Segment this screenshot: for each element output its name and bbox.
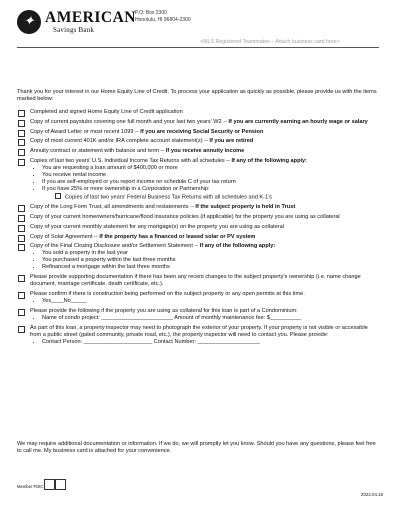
item-text: Copy of Award Letter or most recent 1099 --	[30, 128, 141, 135]
item-text: Completed and signed Home Equity Line of Credit application	[30, 109, 183, 115]
bullet-item: • If you are self-employed or you report income on schedule C of your tax return	[42, 179, 379, 186]
item-condition: If you are retired	[209, 138, 254, 145]
logo-subtitle: Savings Bank	[53, 26, 95, 34]
bullet-item: • Contact Person: ______________________ Contact Number: ____________________	[42, 339, 379, 346]
bullet-item: • You sold a property in the last year	[42, 250, 379, 257]
intro-paragraph: Thank you for your interest in our Home Equity Line of Credit. To process your application as quickly as possible, please provide us with the items marked below:	[17, 89, 377, 102]
item-text: Please provide the following if the property you are using as collateral for this loan is part of a Condominium:	[30, 307, 298, 314]
item-condition: If the subject property is held in Trust	[195, 204, 296, 211]
address-line-2: Honolulu, HI 96804-2300	[135, 16, 191, 23]
bullet-list	[30, 250, 379, 271]
checklist-item	[17, 325, 379, 346]
checklist-item	[17, 109, 379, 116]
checklist-item	[17, 308, 379, 322]
item-condition: If any of the following apply:	[199, 243, 276, 250]
checkbox[interactable]	[18, 244, 25, 251]
bullet-list	[30, 165, 379, 193]
checklist-item	[17, 148, 379, 155]
checklist-item	[17, 129, 379, 136]
checklist-item	[17, 158, 379, 202]
item-condition: If you are currently earning an hourly wage or salary	[228, 118, 368, 125]
equal-housing-lender-icon	[44, 479, 55, 490]
checkbox[interactable]	[18, 110, 25, 117]
checkbox[interactable]	[18, 205, 25, 212]
bullet-item: • If you have 25% or more ownership in a Corporation or Partnership:	[42, 186, 379, 193]
checklist-item	[17, 243, 379, 271]
checkbox[interactable]	[18, 159, 25, 166]
sub-item-text: Copies of last two years' Federal Business Tax Returns with all schedules and K-1's	[65, 194, 272, 201]
checkbox[interactable]	[18, 120, 25, 127]
bullet-item: • Refinanced a mortgage within the last three months	[42, 264, 379, 271]
closing-paragraph: We may require additional documentation or information. If we do, we will promptly let you know. Should you have any questions, please feel free to call me. My business card is attached for your convenience.	[17, 440, 376, 454]
checklist-item	[17, 224, 379, 231]
item-text: Please provide supporting documentation if there has been any recent changes to the subject property's ownership (i.e. name change document, marriage certificate, death certificate, etc.).	[30, 274, 361, 288]
sub-checklist-item	[30, 193, 379, 202]
address-line-1: P.O. Box 2300	[135, 10, 167, 16]
member-fdic-text: Member FDIC	[17, 484, 44, 489]
item-text: Copy of the Long Form Trust, all amendments and restatements --	[30, 204, 196, 211]
bullet-item: • Yes____No_____	[42, 298, 379, 305]
item-text: Copy of your current monthly statement for any mortgage(s) on the property you are using as collateral	[30, 223, 285, 230]
item-text: Copies of last two years' U.S. Individual Income Tax Returns with all schedules --	[30, 157, 232, 164]
checkbox[interactable]	[18, 292, 25, 299]
bullet-item: • You purchased a property within the last three months	[42, 257, 379, 264]
item-text: Copy of the Final Closing Disclosure and/or Settlement Statement --	[30, 243, 200, 250]
item-text: Copy of most current 401K and/or IRA complete account statement(s) --	[30, 138, 210, 145]
checkbox[interactable]	[18, 326, 25, 333]
checklist-item	[17, 291, 379, 305]
item-text: Copy of your current homeowners/hurricane/flood insurance policies (if applicable) for the property you are using as collateral	[30, 214, 340, 221]
item-text: Copy of Solar Agreement --	[30, 233, 100, 240]
checkbox[interactable]	[18, 215, 25, 222]
checkbox[interactable]	[18, 275, 25, 282]
checkbox[interactable]	[18, 149, 25, 156]
bullet-item: • You receive rental income	[42, 172, 379, 179]
header-divider	[17, 47, 379, 48]
bullet-item: • Name of condo project: _______________________ Amount of monthly maintenance fee: $__________	[42, 315, 379, 322]
checkbox[interactable]	[18, 139, 25, 146]
checkbox[interactable]	[18, 235, 25, 242]
item-condition: If you receive annuity income	[165, 148, 245, 155]
checklist-item	[17, 274, 379, 288]
item-text: As part of this loan, a property inspector may need to photograph the exterior of your property. If your property is not visible or accessible from a public street (gated community, private road, etc.), the property inspector will need to contact you. Please provide:	[30, 324, 368, 338]
item-condition: If any of the following apply:	[231, 157, 308, 164]
document-body	[17, 89, 379, 348]
form-date: 2022.04.18	[361, 492, 383, 497]
bank-logo	[17, 9, 136, 39]
business-card-placeholder: <MLS Registered Teammates – Attach business card here>	[200, 39, 340, 45]
logo-emblem-icon: ✦	[17, 10, 41, 34]
bullet-list	[30, 298, 379, 305]
item-condition: If you are receiving Social Security or Pension	[140, 128, 264, 135]
item-text: Annuity contract or statement with balance and term --	[30, 148, 166, 155]
item-condition: If the property has a financed or leased solar or PV system	[99, 233, 256, 240]
checklist-item	[17, 138, 379, 145]
bullet-list	[30, 315, 379, 322]
bullet-list	[30, 339, 379, 346]
checklist-item	[17, 234, 379, 241]
item-text: Copy of current paystubs covering one full month and your last two years' W2 --	[30, 118, 229, 125]
checkbox[interactable]	[18, 309, 25, 316]
sub-checkbox[interactable]	[55, 193, 61, 199]
checkbox[interactable]	[18, 130, 25, 137]
checkbox[interactable]	[18, 225, 25, 232]
bank-seal-icon	[55, 479, 66, 490]
checklist-item	[17, 204, 379, 211]
bank-address	[135, 10, 191, 23]
checklist-item	[17, 119, 379, 126]
bullet-item: • You are requesting a loan amount of $400,000 or more	[42, 165, 379, 172]
logo-name: AMERICAN	[45, 9, 136, 26]
checklist-item	[17, 214, 379, 221]
item-text: Please confirm if there is construction being performed on the subject property or any open permits at this time.	[30, 291, 305, 298]
